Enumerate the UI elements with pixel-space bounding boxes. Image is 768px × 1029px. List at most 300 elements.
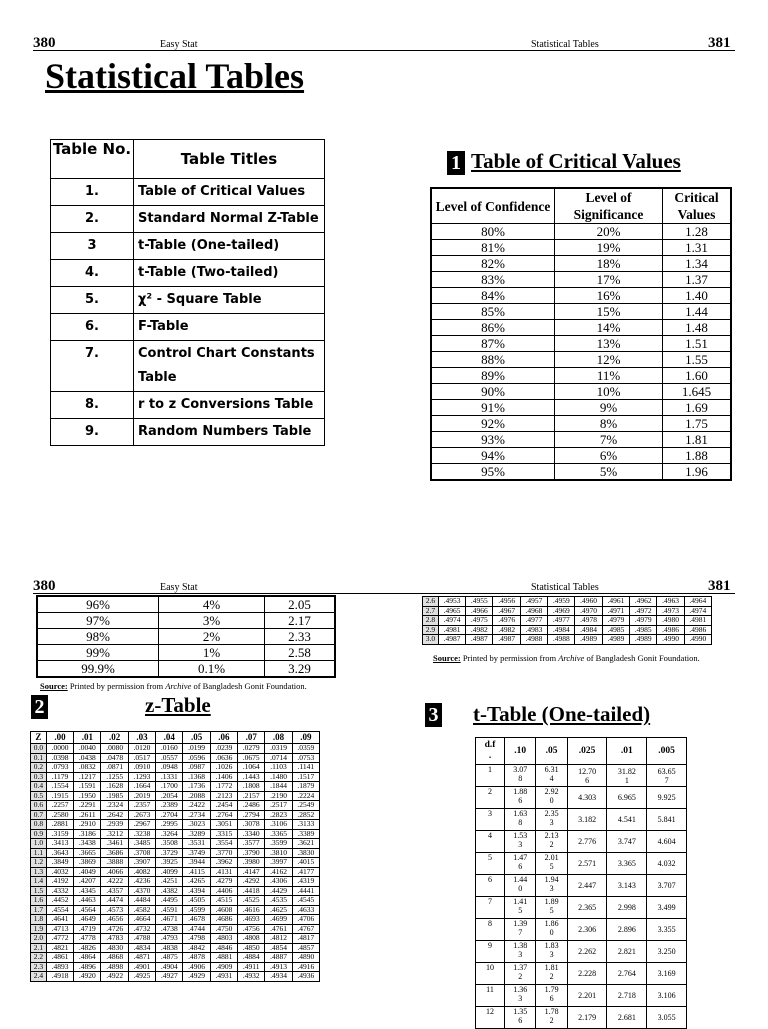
z-key: 2.3 bbox=[31, 962, 47, 972]
z-header: .09 bbox=[292, 732, 319, 744]
z-value: .4082 bbox=[128, 867, 155, 877]
z-value: .1406 bbox=[210, 772, 237, 782]
crit-confidence: 81% bbox=[431, 240, 555, 256]
crit-value: 1.88 bbox=[663, 448, 732, 464]
t-df: 4 bbox=[476, 831, 505, 853]
toc-title: Random Numbers Table bbox=[134, 419, 325, 446]
z-value: .4554 bbox=[46, 905, 73, 915]
crit-significance: 6% bbox=[555, 448, 663, 464]
t-df: 6 bbox=[476, 875, 505, 897]
z-value: .2852 bbox=[292, 810, 319, 820]
z-value: .2939 bbox=[101, 820, 128, 830]
z-value: .1179 bbox=[46, 772, 73, 782]
t-value: 1.37 2 bbox=[505, 963, 536, 985]
z-value: .4222 bbox=[101, 877, 128, 887]
crit-row bbox=[431, 432, 731, 448]
z-key: 2.4 bbox=[31, 972, 47, 982]
z-value: .0279 bbox=[238, 744, 265, 754]
z-value: .4986 bbox=[657, 625, 684, 635]
t-value: 2.365 bbox=[567, 897, 607, 919]
z-value: .4633 bbox=[292, 905, 319, 915]
crit-row bbox=[431, 304, 731, 320]
z-value: .4966 bbox=[466, 606, 493, 616]
z-value: .3289 bbox=[183, 829, 210, 839]
t-value: 5.841 bbox=[647, 809, 687, 831]
z-value: .2088 bbox=[183, 791, 210, 801]
t-value: 2.01 5 bbox=[536, 853, 567, 875]
z-value: .0239 bbox=[210, 744, 237, 754]
z-value: .4956 bbox=[493, 597, 520, 607]
t-value: 1.78 2 bbox=[536, 1007, 567, 1029]
t-value: 3.499 bbox=[647, 897, 687, 919]
z-value: .4406 bbox=[210, 886, 237, 896]
crit-significance: 4% bbox=[159, 596, 265, 613]
z-value: .4980 bbox=[657, 616, 684, 626]
crit-value: 1.37 bbox=[663, 272, 732, 288]
z-key: 0.3 bbox=[31, 772, 47, 782]
z-value: .4761 bbox=[265, 924, 292, 934]
t-value: 1.86 0 bbox=[536, 919, 567, 941]
z-value: .2580 bbox=[46, 810, 73, 820]
z-value: .2324 bbox=[101, 801, 128, 811]
z-value: .0199 bbox=[183, 744, 210, 754]
right-running-title-2: Statistical Tables bbox=[531, 582, 599, 593]
z-value: .4015 bbox=[292, 858, 319, 868]
t-value: 2.821 bbox=[607, 941, 647, 963]
z-value: .4934 bbox=[265, 972, 292, 982]
z-value: .4207 bbox=[74, 877, 101, 887]
z-value: .3621 bbox=[292, 839, 319, 849]
z-value: .2823 bbox=[265, 810, 292, 820]
z-key: 1.3 bbox=[31, 867, 47, 877]
z-value: .4357 bbox=[101, 886, 128, 896]
z-value: .1736 bbox=[183, 782, 210, 792]
crit-value: 1.40 bbox=[663, 288, 732, 304]
z-value: .4772 bbox=[46, 934, 73, 944]
z-value: .1772 bbox=[210, 782, 237, 792]
crit-row bbox=[431, 384, 731, 400]
t-row bbox=[476, 897, 687, 919]
z-value: .3643 bbox=[46, 848, 73, 858]
z-value: .4162 bbox=[265, 867, 292, 877]
crit-value: 2.05 bbox=[265, 596, 336, 613]
z-value: .4306 bbox=[265, 877, 292, 887]
z-key: 0.0 bbox=[31, 744, 47, 754]
z-value: .4927 bbox=[156, 972, 183, 982]
z-value: .3508 bbox=[156, 839, 183, 849]
z-value: .4987 bbox=[466, 635, 493, 645]
t-value: 1.94 3 bbox=[536, 875, 567, 897]
z-value: .4756 bbox=[238, 924, 265, 934]
z-value: .4099 bbox=[156, 867, 183, 877]
crit-value: 2.58 bbox=[265, 645, 336, 661]
z-value: .4115 bbox=[183, 867, 210, 877]
z-value: .4830 bbox=[101, 943, 128, 953]
z-value: .4988 bbox=[548, 635, 575, 645]
z-value: .3849 bbox=[46, 858, 73, 868]
z-value: .4971 bbox=[602, 606, 629, 616]
z-value: .4767 bbox=[292, 924, 319, 934]
z-value: .4977 bbox=[548, 616, 575, 626]
crit-significance: 1% bbox=[159, 645, 265, 661]
z-value: .4989 bbox=[575, 635, 602, 645]
t-df: 9 bbox=[476, 941, 505, 963]
z-value: .4147 bbox=[238, 867, 265, 877]
crit-row bbox=[431, 416, 731, 432]
z-key: 0.1 bbox=[31, 753, 47, 763]
z-value: .3790 bbox=[238, 848, 265, 858]
z-value: .3340 bbox=[238, 829, 265, 839]
z-value: .4131 bbox=[210, 867, 237, 877]
z-value: .4970 bbox=[575, 606, 602, 616]
crit-confidence: 84% bbox=[431, 288, 555, 304]
z-value: .2673 bbox=[128, 810, 155, 820]
z-value: .4664 bbox=[128, 915, 155, 925]
z-value: .4906 bbox=[183, 962, 210, 972]
crit-confidence: 92% bbox=[431, 416, 555, 432]
z-row bbox=[31, 934, 320, 944]
z-value: .0120 bbox=[128, 744, 155, 754]
z-key: 2.7 bbox=[423, 606, 439, 616]
z-value: .4901 bbox=[128, 962, 155, 972]
z-value: .4925 bbox=[128, 972, 155, 982]
z-value: .4545 bbox=[292, 896, 319, 906]
t-row bbox=[476, 875, 687, 897]
z-value: .4955 bbox=[466, 597, 493, 607]
z-key: 0.8 bbox=[31, 820, 47, 830]
t-value: 3.143 bbox=[607, 875, 647, 897]
z-row bbox=[31, 820, 320, 830]
t-value: 2.262 bbox=[567, 941, 607, 963]
toc-row bbox=[51, 341, 325, 392]
z-value: .4726 bbox=[101, 924, 128, 934]
z-value: .4525 bbox=[238, 896, 265, 906]
z-row bbox=[31, 915, 320, 925]
z-header: .08 bbox=[265, 732, 292, 744]
z-value: .3810 bbox=[265, 848, 292, 858]
crit-row bbox=[431, 352, 731, 368]
z-value: .4977 bbox=[520, 616, 547, 626]
t-value: 1.53 3 bbox=[505, 831, 536, 853]
left-running-title: Easy Stat bbox=[160, 39, 198, 50]
z-value: .0040 bbox=[74, 744, 101, 754]
z-value: .4699 bbox=[265, 915, 292, 925]
crit-value: 2.17 bbox=[265, 613, 336, 629]
t-value: 2.764 bbox=[607, 963, 647, 985]
t-df: 12 bbox=[476, 1007, 505, 1029]
z-value: .4904 bbox=[156, 962, 183, 972]
toc-number: 2. bbox=[51, 206, 134, 233]
z-value: .3830 bbox=[292, 848, 319, 858]
z-value: .3869 bbox=[74, 858, 101, 868]
crit-row bbox=[431, 448, 731, 464]
z-value: .3599 bbox=[265, 839, 292, 849]
z-value: .4808 bbox=[238, 934, 265, 944]
z-value: .4793 bbox=[156, 934, 183, 944]
z-value: .4394 bbox=[183, 886, 210, 896]
z-value: .3554 bbox=[210, 839, 237, 849]
z-key: 2.1 bbox=[31, 943, 47, 953]
z-value: .3238 bbox=[128, 829, 155, 839]
z-value: .4890 bbox=[292, 953, 319, 963]
z-value: .0753 bbox=[292, 753, 319, 763]
header-rule bbox=[33, 50, 735, 51]
t-value: 1.44 0 bbox=[505, 875, 536, 897]
z-value: .4783 bbox=[101, 934, 128, 944]
t-value: 1.88 6 bbox=[505, 787, 536, 809]
z-value: .4821 bbox=[46, 943, 73, 953]
z-value: .4881 bbox=[210, 953, 237, 963]
z-row bbox=[31, 877, 320, 887]
z-value: .4909 bbox=[210, 962, 237, 972]
z-value: .4975 bbox=[466, 616, 493, 626]
t-header: .005 bbox=[647, 738, 687, 765]
z-key: 0.2 bbox=[31, 763, 47, 773]
z-value: .4599 bbox=[183, 905, 210, 915]
z-value: .4920 bbox=[74, 972, 101, 982]
z-value: .0319 bbox=[265, 744, 292, 754]
section-2-title: z-Table bbox=[145, 693, 211, 717]
z-value: .4452 bbox=[46, 896, 73, 906]
z-key: 2.2 bbox=[31, 953, 47, 963]
z-value: .2357 bbox=[128, 801, 155, 811]
z-value: .0080 bbox=[101, 744, 128, 754]
crit-value: 3.29 bbox=[265, 661, 336, 678]
toc-number: 3 bbox=[51, 233, 134, 260]
t-value: 2.228 bbox=[567, 963, 607, 985]
crit-value: 1.55 bbox=[663, 352, 732, 368]
z-value: .4192 bbox=[46, 877, 73, 887]
t-value: 2.35 3 bbox=[536, 809, 567, 831]
crit-significance: 12% bbox=[555, 352, 663, 368]
t-value: 4.604 bbox=[647, 831, 687, 853]
z-value: .3438 bbox=[74, 839, 101, 849]
z-key: 2.9 bbox=[423, 625, 439, 635]
z-value: .4979 bbox=[602, 616, 629, 626]
z-value: .4960 bbox=[575, 597, 602, 607]
z-key: 0.4 bbox=[31, 782, 47, 792]
t-df: 10 bbox=[476, 963, 505, 985]
z-value: .4988 bbox=[520, 635, 547, 645]
z-value: .0478 bbox=[101, 753, 128, 763]
z-value: .4984 bbox=[575, 625, 602, 635]
t-value: 2.447 bbox=[567, 875, 607, 897]
crit-confidence: 90% bbox=[431, 384, 555, 400]
z-value: .4987 bbox=[438, 635, 465, 645]
z-row bbox=[31, 763, 320, 773]
crit-header-values: Critical Values bbox=[663, 188, 732, 224]
crit-significance: 11% bbox=[555, 368, 663, 384]
t-value: 4.541 bbox=[607, 809, 647, 831]
toc-number: 5. bbox=[51, 287, 134, 314]
z-value: .4719 bbox=[74, 924, 101, 934]
toc-row bbox=[51, 260, 325, 287]
z-value: .4861 bbox=[46, 953, 73, 963]
z-value: .3907 bbox=[128, 858, 155, 868]
source-archive: Archive bbox=[558, 653, 585, 663]
z-key: 1.6 bbox=[31, 896, 47, 906]
crit-value: 1.34 bbox=[663, 256, 732, 272]
z-value: .3212 bbox=[101, 829, 128, 839]
crit-row bbox=[431, 288, 731, 304]
z-value: .4913 bbox=[265, 962, 292, 972]
crit-significance: 10% bbox=[555, 384, 663, 400]
source-note-right bbox=[433, 653, 700, 663]
t-header: .10 bbox=[505, 738, 536, 765]
z-header: .02 bbox=[101, 732, 128, 744]
z-value: .4972 bbox=[630, 606, 657, 616]
critical-values-table-continued bbox=[36, 595, 336, 678]
z-value: .1879 bbox=[292, 782, 319, 792]
z-key: 2.6 bbox=[423, 597, 439, 607]
z-value: .4953 bbox=[438, 597, 465, 607]
z-value: .4974 bbox=[438, 616, 465, 626]
z-value: .4370 bbox=[128, 886, 155, 896]
crit-row bbox=[431, 464, 731, 481]
z-value: .0359 bbox=[292, 744, 319, 754]
toc-row bbox=[51, 287, 325, 314]
t-df: 2 bbox=[476, 787, 505, 809]
section-2-number: 2 bbox=[31, 695, 48, 719]
z-value: .1700 bbox=[156, 782, 183, 792]
t-row bbox=[476, 831, 687, 853]
z-value: .0832 bbox=[74, 763, 101, 773]
z-key: 1.9 bbox=[31, 924, 47, 934]
toc-title: Control Chart Constants Table bbox=[134, 341, 325, 392]
z-value: .4535 bbox=[265, 896, 292, 906]
crit-row bbox=[431, 224, 731, 240]
z-value: .4871 bbox=[128, 953, 155, 963]
t-value: 3.182 bbox=[567, 809, 607, 831]
t-row bbox=[476, 787, 687, 809]
z-value: .4608 bbox=[210, 905, 237, 915]
source-label: Source: bbox=[40, 681, 68, 691]
z-key: 1.7 bbox=[31, 905, 47, 915]
z-value: .4738 bbox=[156, 924, 183, 934]
t-value: 1.47 6 bbox=[505, 853, 536, 875]
z-value: .4495 bbox=[156, 896, 183, 906]
z-value: .3106 bbox=[265, 820, 292, 830]
z-value: .4319 bbox=[292, 877, 319, 887]
crit-value: 1.31 bbox=[663, 240, 732, 256]
z-value: .2190 bbox=[265, 791, 292, 801]
crit-value: 1.75 bbox=[663, 416, 732, 432]
z-value: .4959 bbox=[548, 597, 575, 607]
z-value: .4854 bbox=[265, 943, 292, 953]
z-value: .4834 bbox=[128, 943, 155, 953]
t-row bbox=[476, 963, 687, 985]
z-value: .0714 bbox=[265, 753, 292, 763]
z-value: .4649 bbox=[74, 915, 101, 925]
t-value: 31.82 1 bbox=[607, 765, 647, 787]
z-value: .4817 bbox=[292, 934, 319, 944]
crit-confidence: 87% bbox=[431, 336, 555, 352]
crit-significance: 13% bbox=[555, 336, 663, 352]
z-value: .3264 bbox=[156, 829, 183, 839]
z-value: .2967 bbox=[128, 820, 155, 830]
crit-header-significance: Level of Significance bbox=[555, 188, 663, 224]
z-value: .4846 bbox=[210, 943, 237, 953]
toc-header-no: Table No. bbox=[51, 140, 134, 179]
z-value: .4671 bbox=[156, 915, 183, 925]
z-value: .4979 bbox=[630, 616, 657, 626]
t-value: 1.89 5 bbox=[536, 897, 567, 919]
z-key: 2.8 bbox=[423, 616, 439, 626]
z-value: .4990 bbox=[657, 635, 684, 645]
source-label: Source: bbox=[433, 653, 461, 663]
z-value: .4893 bbox=[46, 962, 73, 972]
z-value: .3577 bbox=[238, 839, 265, 849]
t-value: 3.707 bbox=[647, 875, 687, 897]
t-header: d.f . bbox=[476, 738, 505, 765]
z-value: .2764 bbox=[210, 810, 237, 820]
z-value: .2995 bbox=[156, 820, 183, 830]
t-value: 2.998 bbox=[607, 897, 647, 919]
t-df: 5 bbox=[476, 853, 505, 875]
t-value: 1.41 5 bbox=[505, 897, 536, 919]
t-value: 2.92 0 bbox=[536, 787, 567, 809]
t-value: 3.055 bbox=[647, 1007, 687, 1029]
crit-confidence: 99% bbox=[37, 645, 159, 661]
crit-row bbox=[37, 596, 335, 613]
z-value: .4713 bbox=[46, 924, 73, 934]
t-value: 2.718 bbox=[607, 985, 647, 1007]
page-title: Statistical Tables bbox=[45, 56, 305, 96]
left-page-number: 380 bbox=[33, 35, 56, 51]
crit-value: 1.44 bbox=[663, 304, 732, 320]
toc-title: t-Table (One-tailed) bbox=[134, 233, 325, 260]
z-key: 0.7 bbox=[31, 810, 47, 820]
z-value: .4911 bbox=[238, 962, 265, 972]
z-value: .4656 bbox=[101, 915, 128, 925]
crit-row bbox=[431, 400, 731, 416]
t-header: .05 bbox=[536, 738, 567, 765]
crit-confidence: 97% bbox=[37, 613, 159, 629]
crit-significance: 7% bbox=[555, 432, 663, 448]
crit-header-confidence: Level of Confidence bbox=[431, 188, 555, 224]
z-value: .4922 bbox=[101, 972, 128, 982]
t-value: 12.70 6 bbox=[567, 765, 607, 787]
crit-confidence: 93% bbox=[431, 432, 555, 448]
z-value: .4812 bbox=[265, 934, 292, 944]
z-row bbox=[31, 858, 320, 868]
toc-title: Standard Normal Z-Table bbox=[134, 206, 325, 233]
z-value: .4878 bbox=[183, 953, 210, 963]
z-value: .4678 bbox=[183, 915, 210, 925]
z-value: .0793 bbox=[46, 763, 73, 773]
t-value: 6.965 bbox=[607, 787, 647, 809]
z-value: .4990 bbox=[684, 635, 711, 645]
crit-row bbox=[431, 256, 731, 272]
z-value: .4177 bbox=[292, 867, 319, 877]
z-header: .05 bbox=[183, 732, 210, 744]
t-value: 1.36 3 bbox=[505, 985, 536, 1007]
z-value: .1064 bbox=[238, 763, 265, 773]
z-value: .1331 bbox=[156, 772, 183, 782]
z-value: .2794 bbox=[238, 810, 265, 820]
z-value: .1554 bbox=[46, 782, 73, 792]
z-value: .2054 bbox=[156, 791, 183, 801]
z-value: .4686 bbox=[210, 915, 237, 925]
z-value: .0517 bbox=[128, 753, 155, 763]
crit-row bbox=[431, 320, 731, 336]
z-key: 0.6 bbox=[31, 801, 47, 811]
z-value: .4931 bbox=[210, 972, 237, 982]
z-value: .1844 bbox=[265, 782, 292, 792]
z-value: .4965 bbox=[438, 606, 465, 616]
z-value: .3708 bbox=[128, 848, 155, 858]
z-value: .4850 bbox=[238, 943, 265, 953]
